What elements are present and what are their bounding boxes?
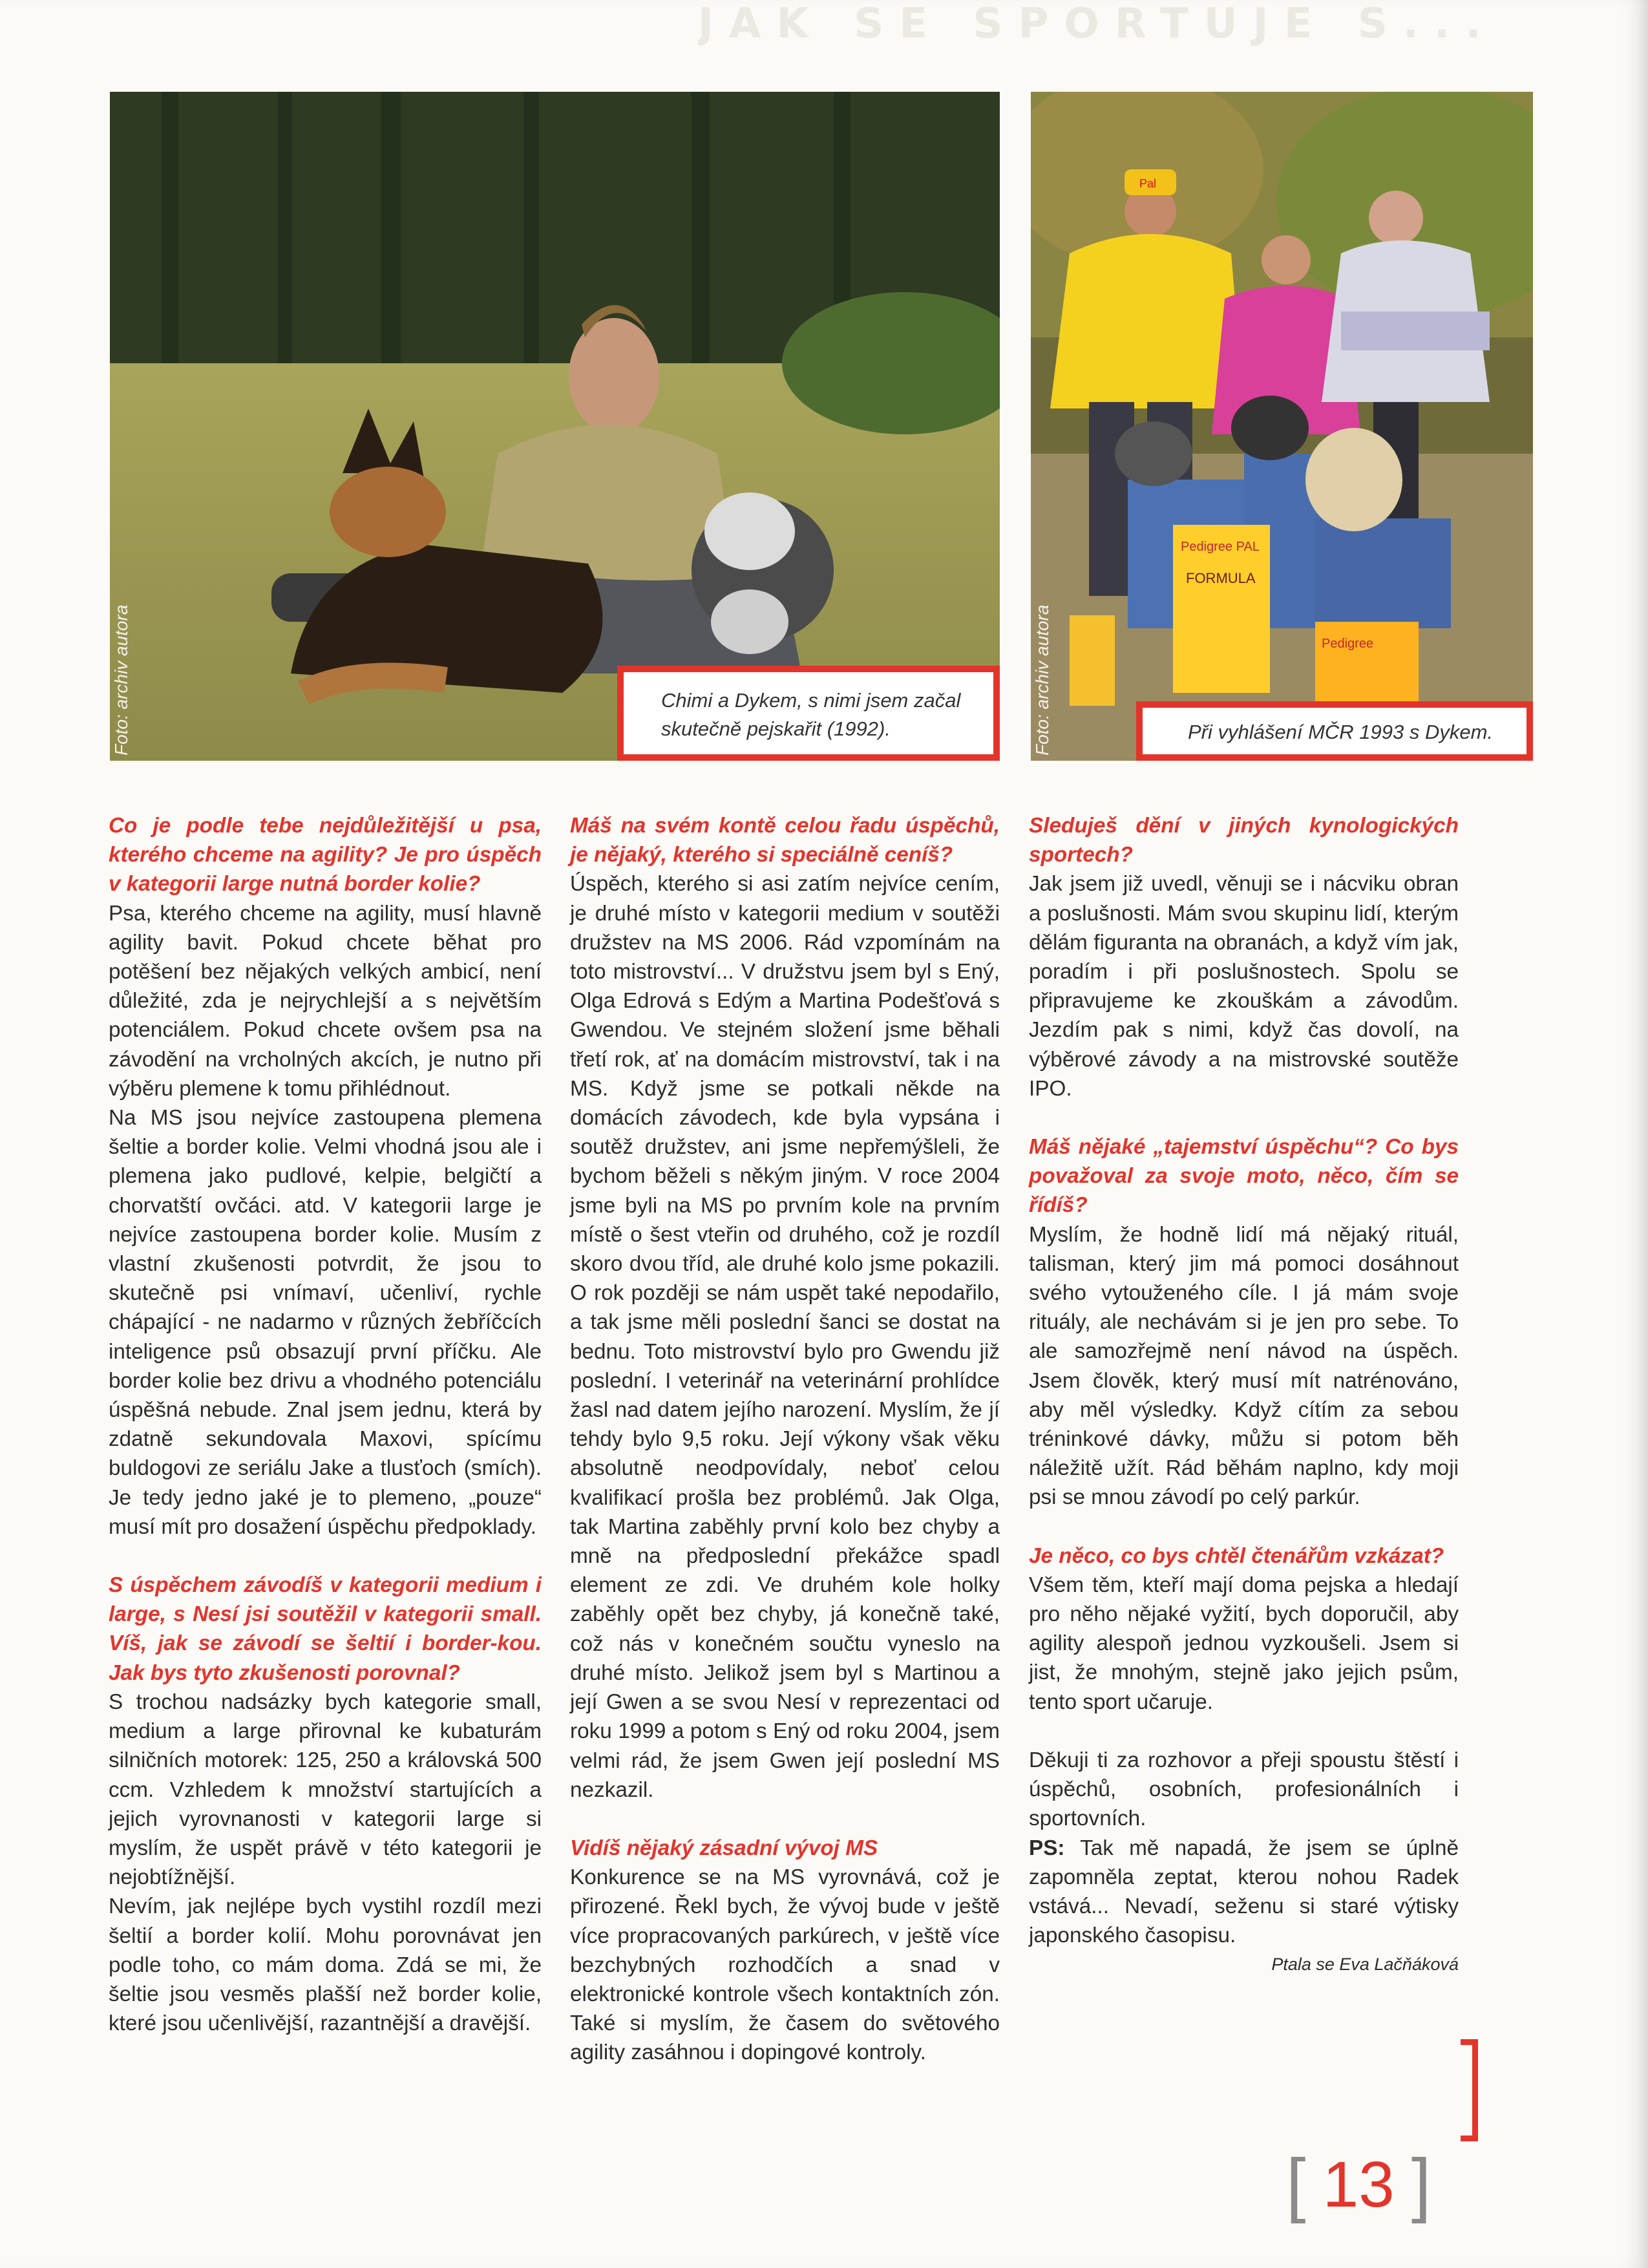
page-number: 13 xyxy=(1322,2148,1395,2221)
answer-paragraph: Všem těm, kteří mají doma pejska a hledají pro něho nějaké vyžití, bych doporučil, aby agility alespoň jednou vyzkoušeli. Jsem si jist, že mnohým, stejně jako jejich psům, tento sport učaruje. xyxy=(1029,1573,1459,1714)
interview-question: Vidíš nějaký zásadní vývoj MS xyxy=(570,1836,878,1860)
postscript-label: PS: xyxy=(1029,1836,1065,1860)
answer-paragraph: Jak jsem již uvedl, věnuji se i nácviku obran a poslušnosti. Mám svou skupinu lidí, kterým dělám figuranta na obranách, a když vím jak, poradím i při poslušnostech. Spolu se připravujeme ke zkouškám a závodům. Jezdím pak s nimi, když čas dovolí, na výběrové závody a na mistrovské soutěže IPO. xyxy=(1029,872,1459,1101)
interview-question: Sleduješ dění v jiných kynologických sportech? xyxy=(1029,814,1459,867)
answer-paragraph: Myslím, že hodně lidí má nějaký rituál, talisman, který jim má pomoci dosáhnout svého vytouženého cíle. I já mám svoje rituály, ale nechávám si je jen pro sebe. To ale samozřejmě není návod na úspěch. Jsem člověk, který musí mít natrénováno, aby měl výsledky. Když cítím za sebou tréninkové dávky, můžu si potom běh náležitě užít. Rád běhám naplno, kdy moji psi se mnou závodí po celý parkúr. xyxy=(1029,1222,1459,1510)
answer-paragraph: Úspěch, kterého si asi zatím nejvíce cením, je druhé místo v kategorii medium v soutěži družstev na MS 2006. Rád vzpomínám na toto mistrovství... V družstvu jsem byl s Ený, Olga Edrová s Edým a Martina Podešťová s Gwendou. Ve stejném složení jsme běhali třetí rok, ať na domácím mistrovství, tak i na MS. Když jsme se potkali někde na domácích závodech, kde byla vypsána i soutěž družstev, ani jsme nepřemýšleli, že bychom běželi s někým jiným. V roce 2004 jsme byli na MS po prvním kole na prvním místě o šest vteřin od druhého, což je rozdíl skoro dvou tříd, ale druhé kolo jsme pokazili. O rok později se nám uspět také nepodařilo, a tak jsme měli poslední šanci se dostat na bednu. Toto mistrovství bylo pro Gwendu již poslední. I veterinář na veterinární prohlídce žasl nad datem jejího narození. Myslím, že jí tehdy bylo 9,5 roku. Její výkony však věku absolutně neodpovídaly, neboť celou kvalifikací prošla bez problémů. Jak Olga, tak Martina zaběhly první kolo bez chyby a mně na předposlední překážce spadl element ze zdi. Ve druhém kole holky zaběhly opět bez chyby, já konečně také, což nás v konečném součtu vyneslo na druhé místo. Jelikož jsem byl s Martinou a její Gwen a se svou Nesí v reprezentaci od roku 1999 a potom s Ený od roku 2004, jsem velmi rád, že jsem Gwen její poslední MS nezkazil. xyxy=(570,872,1000,1802)
ghost-header-text: JAK SE SPORTUJE S... xyxy=(698,0,1497,48)
photo-award-ceremony xyxy=(1031,92,1533,761)
photo-caption-left: Chimi a Dykem, s nimi jsem začal skutečně pejskařit (1992). xyxy=(617,666,1000,761)
interview-question: Máš na svém kontě celou řadu úspěchů, je nějaký, kterého si speciálně ceníš? xyxy=(570,814,1000,867)
interview-question: Co je podle tebe nejdůležitější u psa, kterého chceme na agility? Je pro úspěch v kategorii large nutná border kolie? xyxy=(109,814,542,896)
paragraph-spacer xyxy=(1029,1512,1459,1542)
paragraph-spacer xyxy=(1029,1103,1459,1132)
answer-paragraph: Nevím, jak nejlépe bych vystihl rozdíl mezi šeltií a border kolií. Mohu porovnávat jen podle toho, co mám doma. Zdá se mi, že šeltie jsou vesměs plašší než border kolie, které jsou učenlivější, razantnější a dravější. xyxy=(109,1894,542,2036)
text-column-3 xyxy=(1029,811,1459,1980)
closing-bracket-decoration xyxy=(1461,2039,1478,2141)
cap-logo-text: Pal xyxy=(1139,177,1157,190)
text-column-2 xyxy=(570,811,1000,2068)
bag-1-sublabel: FORMULA xyxy=(1186,570,1256,586)
page-number-bracket-close: ] xyxy=(1411,2145,1431,2224)
text-column-1 xyxy=(109,811,542,2038)
postscript-text: Tak mě napadá, že jsem se úplně zapomněla zeptat, kterou nohou Radek vstává... Nevadí, seženu si staré výtisky japonského časopisu. xyxy=(1029,1836,1459,1948)
paragraph-spacer xyxy=(1029,1717,1459,1746)
photo-caption-right: Při vyhlášení MČR 1993 s Dykem. xyxy=(1136,701,1533,761)
page-number-bracket-open: [ xyxy=(1286,2145,1306,2224)
interview-question: Máš nějaké „tajemství úspěchu“? Co bys považoval za svoje moto, něco, čím se řídíš? xyxy=(1029,1135,1459,1218)
photo-credit-right: Foto: archiv autora xyxy=(1032,604,1052,756)
answer-paragraph: Psa, kterého chceme na agility, musí hlavně agility bavit. Pokud chcete běhat pro potěšení bez nějakých velkých ambicí, není důležité, zda je nejrychlejší a s největším potenciálem. Pokud chcete ovšem psa na závodění na vrcholných akcích, je nutno při výběru plemene k tomu přihlédnout. xyxy=(109,901,542,1101)
answer-paragraph: Na MS jsou nejvíce zastoupena plemena šeltie a border kolie. Velmi vhodná jsou ale i plemena jako pudlové, kelpie, belgičtí a chorvatští ovčáci. atd. V kategorii large je nejvíce zastoupena border kolie. Musím z vlastní zkušenosti potvrdit, že jsou to skutečně psi vnímaví, učenliví, rychle chápající - ne nadarmo v různých žebříčcích inteligence psů obsazují první příčku. Ale border kolie bez drivu a vhodného potenciálu úspěšná nebude. Znal jsem jednu, která by zdatně sekundovala Maxovi, spícímu buldogovi ze seriálu Jake a tlusťoch (smích). Je tedy jedno jaké je to plemeno, „pouze“ musí mít pro dosažení úspěchu předpoklady. xyxy=(109,1106,542,1539)
postscript-paragraph xyxy=(1029,1834,1459,1951)
bag-1-label: Pedigree PAL xyxy=(1181,540,1260,554)
answer-paragraph: Děkuji ti za rozhovor a přeji spoustu štěstí i úspěchů, osobních, profesionálních i sportovních. xyxy=(1029,1748,1459,1831)
author-signature: Ptala se Eva Lačňáková xyxy=(1271,1955,1459,1975)
answer-paragraph: S trochou nadsázky bych kategorie small, medium a large přirovnal ke kubaturám silničních motorek: 125, 250 a královská 500 ccm. Vzhledem k množství startujících a jejich vyrovnanosti v kategorii large si myslím, že uspět právě v této kategorii je nejobtížnější. xyxy=(109,1690,542,1890)
photo-credit-left: Foto: archiv autora xyxy=(111,604,131,756)
interview-question: S úspěchem závodíš v kategorii medium i large, s Nesí jsi soutěžil v kategorii small. Víš, jak se závodí se šeltií i border-kou. Jak bys tyto zkušenosti porovnal? xyxy=(109,1573,542,1685)
bag-2-label: Pedigree xyxy=(1322,637,1374,651)
paragraph-spacer xyxy=(570,1805,1000,1834)
answer-paragraph: Konkurence se na MS vyrovnává, což je přirozené. Řekl bych, že vývoj bude v ještě více propracovaných parkúrech, v ještě více bezchybných rozhodčích a snad v elektronické kontrole všech kontaktních zón. Také si myslím, že časem do světového agility zasáhnou i dopingové kontroly. xyxy=(570,1865,1000,2065)
photo-man-with-dogs xyxy=(110,92,1000,761)
interview-question: Je něco, co bys chtěl čtenářům vzkázat? xyxy=(1029,1543,1444,1568)
paragraph-spacer xyxy=(109,1542,542,1571)
page-number-block xyxy=(1286,2145,1431,2224)
